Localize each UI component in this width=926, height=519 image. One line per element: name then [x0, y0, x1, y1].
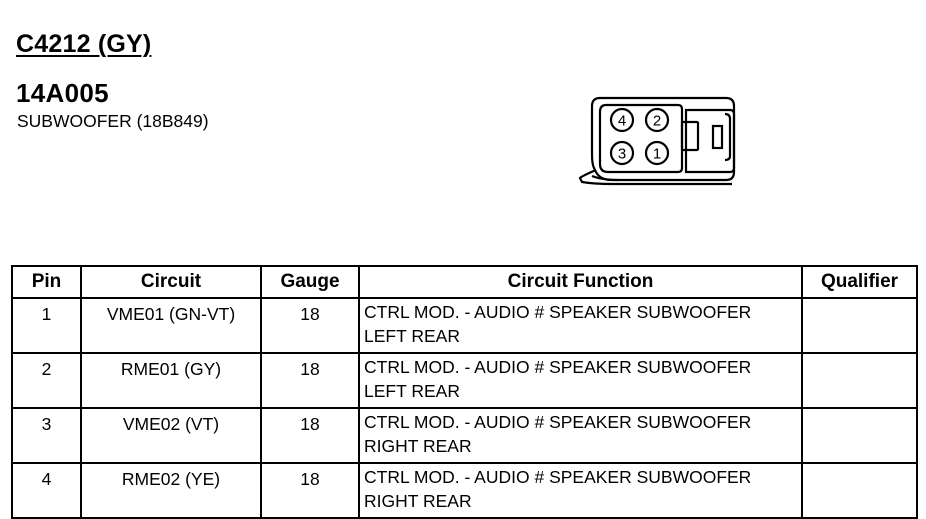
- circuit-function: [359, 408, 802, 463]
- latch-lock-bar: [725, 114, 730, 160]
- pin-number: 4: [12, 463, 81, 518]
- wire-gauge: 18: [261, 408, 359, 463]
- pin-table: [11, 265, 918, 519]
- circuit-function-line1: CTRL MOD. - AUDIO # SPEAKER SUBWOOFER: [364, 412, 752, 432]
- latch-slot-left: [682, 122, 698, 150]
- connector-latch-frame: [686, 110, 734, 172]
- circuit-name: VME02 (VT): [81, 408, 261, 463]
- connector-id-title: C4212 (GY): [16, 30, 152, 58]
- qualifier: [802, 298, 917, 353]
- pin-label-3: 3: [617, 145, 627, 163]
- circuit-function-line1: CTRL MOD. - AUDIO # SPEAKER SUBWOOFER: [364, 467, 752, 487]
- pin-label-2: 2: [652, 112, 662, 130]
- column-header-pin: Pin: [12, 266, 81, 298]
- circuit-function-line1: CTRL MOD. - AUDIO # SPEAKER SUBWOOFER: [364, 357, 752, 377]
- column-header-function: Circuit Function: [359, 266, 802, 298]
- wire-gauge: 18: [261, 463, 359, 518]
- circuit-name: RME02 (YE): [81, 463, 261, 518]
- circuit-name: VME01 (GN-VT): [81, 298, 261, 353]
- circuit-function-line2: LEFT REAR: [364, 381, 460, 401]
- circuit-function: [359, 353, 802, 408]
- pin-label-4: 4: [617, 112, 627, 130]
- pin-number: 1: [12, 298, 81, 353]
- part-number: 14A005: [16, 78, 109, 108]
- column-header-gauge: Gauge: [261, 266, 359, 298]
- circuit-function-line2: RIGHT REAR: [364, 491, 472, 511]
- table-row: [12, 463, 917, 518]
- table-row: [12, 353, 917, 408]
- circuit-function: [359, 463, 802, 518]
- latch-slot-right: [713, 126, 722, 148]
- table-row: [12, 298, 917, 353]
- pin-number: 3: [12, 408, 81, 463]
- wire-gauge: 18: [261, 353, 359, 408]
- table-header-row: [12, 266, 917, 298]
- wire-gauge: 18: [261, 298, 359, 353]
- circuit-function-line1: CTRL MOD. - AUDIO # SPEAKER SUBWOOFER: [364, 302, 752, 322]
- pin-label-1: 1: [652, 145, 662, 163]
- circuit-name: RME01 (GY): [81, 353, 261, 408]
- column-header-qualifier: Qualifier: [802, 266, 917, 298]
- pin-number: 2: [12, 353, 81, 408]
- qualifier: [802, 408, 917, 463]
- qualifier: [802, 353, 917, 408]
- component-description: SUBWOOFER (18B849): [17, 111, 209, 131]
- table-row: [12, 408, 917, 463]
- circuit-function: [359, 298, 802, 353]
- circuit-function-line2: LEFT REAR: [364, 326, 460, 346]
- circuit-function-line2: RIGHT REAR: [364, 436, 472, 456]
- qualifier: [802, 463, 917, 518]
- column-header-circuit: Circuit: [81, 266, 261, 298]
- connector-face-diagram: [572, 92, 748, 194]
